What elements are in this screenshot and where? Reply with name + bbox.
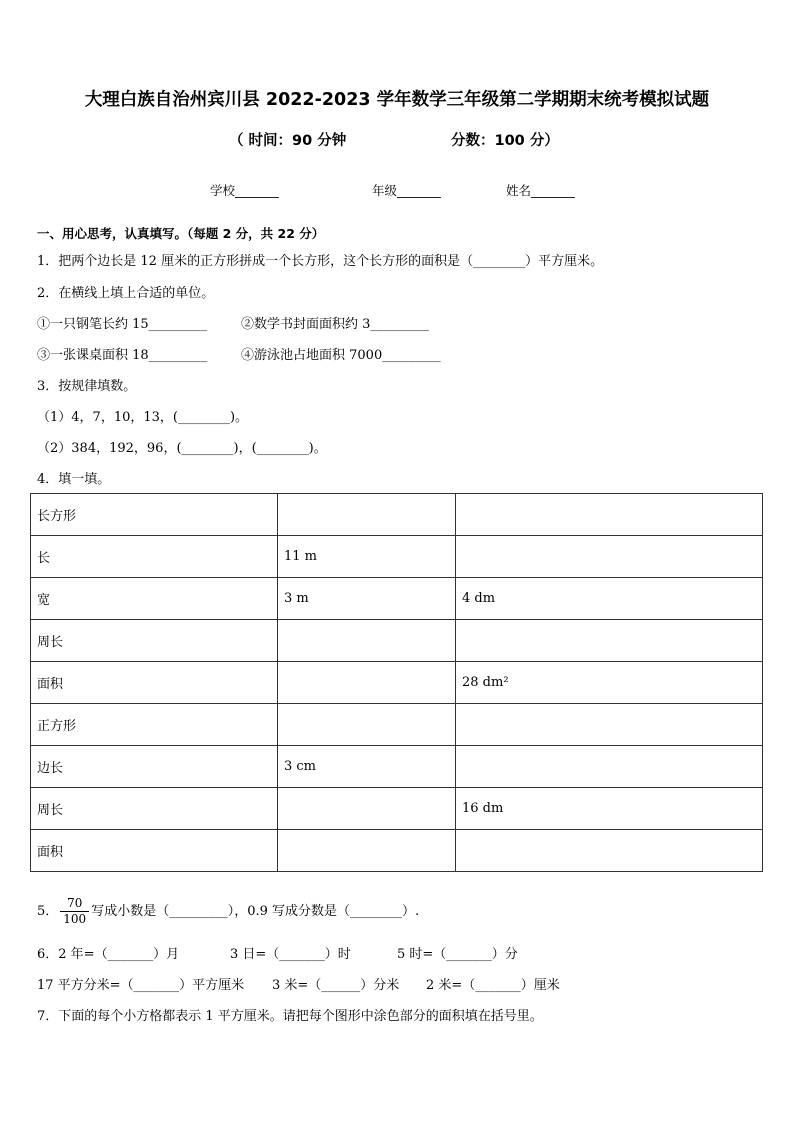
- fill-in-table: [30, 493, 763, 872]
- table-row-label: 周长: [31, 620, 278, 662]
- question-2: 2．在横线上填上合适的单位。: [37, 286, 215, 301]
- fraction-numerator: 70: [60, 896, 89, 912]
- table-cell[interactable]: [278, 662, 456, 704]
- table-row-label: 周长: [31, 788, 278, 830]
- question-3-part-2: （2）384，192，96，(________)，(________)。: [37, 441, 327, 456]
- table-row: [31, 578, 763, 620]
- question-6-part-1: 6．2 年=（_______）月: [37, 947, 180, 962]
- name-field[interactable]: 姓名_______: [506, 183, 575, 198]
- table-row: [31, 746, 763, 788]
- question-7: 7．下面的每个小方格都表示 1 平方厘米。请把每个图形中涂色部分的面积填在括号里。: [37, 1009, 543, 1024]
- question-6-part-4: 17 平方分米=（_______）平方厘米: [37, 978, 245, 993]
- grade-field[interactable]: 年级_______: [372, 183, 441, 198]
- question-2-item-2: ②数学书封面面积约 3_________: [241, 317, 429, 332]
- table-cell[interactable]: 16 dm: [456, 788, 763, 830]
- question-5-text: 写成小数是（_________），0.9 写成分数是（________）.: [91, 904, 420, 919]
- exam-time: （ 时间：90 分钟: [229, 133, 347, 149]
- question-1: 1．把两个边长是 12 厘米的正方形拼成一个长方形，这个长方形的面积是（________）平方厘米。: [37, 254, 604, 269]
- table-cell[interactable]: 3 cm: [278, 746, 456, 788]
- table-row: [31, 704, 763, 746]
- table-row: [31, 536, 763, 578]
- table-row-label: 面积: [31, 662, 278, 704]
- question-5: [37, 896, 419, 927]
- exam-score: 分数：100 分）: [451, 133, 559, 149]
- question-3-part-1: （1）4，7，10，13，(________)。: [37, 410, 249, 425]
- table-cell[interactable]: [278, 788, 456, 830]
- question-6-part-2: 3 日=（_______）时: [230, 947, 351, 962]
- table-cell[interactable]: 4 dm: [456, 578, 763, 620]
- table-row: [31, 620, 763, 662]
- school-field[interactable]: 学校_______: [210, 183, 279, 198]
- fraction-70-100: [60, 896, 89, 927]
- table-cell[interactable]: [456, 536, 763, 578]
- section-heading: 一、用心思考，认真填写。（每题 2 分，共 22 分）: [37, 226, 325, 241]
- table-cell[interactable]: [456, 620, 763, 662]
- table-cell[interactable]: [456, 746, 763, 788]
- table-row-label: 面积: [31, 830, 278, 872]
- question-6-part-6: 2 米=（_______）厘米: [426, 978, 560, 993]
- table-row-label: 边长: [31, 746, 278, 788]
- question-2-item-3: ③一张课桌面积 18_________: [37, 348, 208, 363]
- question-5-number: 5．: [37, 904, 59, 919]
- question-6-part-3: 5 时=（_______）分: [397, 947, 518, 962]
- table-cell[interactable]: [278, 704, 456, 746]
- table-cell[interactable]: 28 dm²: [456, 662, 763, 704]
- table-cell[interactable]: 11 m: [278, 536, 456, 578]
- table-cell[interactable]: [456, 830, 763, 872]
- table-row-label: 正方形: [31, 704, 278, 746]
- table-row-label: 宽: [31, 578, 278, 620]
- table-row: [31, 662, 763, 704]
- question-6-part-5: 3 米=（______）分米: [272, 978, 400, 993]
- table-row: [31, 494, 763, 536]
- table-cell[interactable]: [456, 494, 763, 536]
- table-cell[interactable]: [278, 494, 456, 536]
- fraction-denominator: 100: [63, 912, 87, 926]
- table-row: [31, 788, 763, 830]
- question-4: 4．填一填。: [37, 472, 111, 487]
- table-cell[interactable]: 3 m: [278, 578, 456, 620]
- table-cell[interactable]: [278, 620, 456, 662]
- table-row: [31, 830, 763, 872]
- question-3: 3．按规律填数。: [37, 379, 137, 394]
- question-2-item-4: ④游泳池占地面积 7000_________: [241, 348, 441, 363]
- table-cell[interactable]: [278, 830, 456, 872]
- question-2-item-1: ①一只钢笔长约 15_________: [37, 317, 208, 332]
- table-row-label: 长方形: [31, 494, 278, 536]
- table-cell[interactable]: [456, 704, 763, 746]
- table-row-label: 长: [31, 536, 278, 578]
- page-title: 大理白族自治州宾川县 2022-2023 学年数学三年级第二学期期末统考模拟试题: [84, 90, 710, 110]
